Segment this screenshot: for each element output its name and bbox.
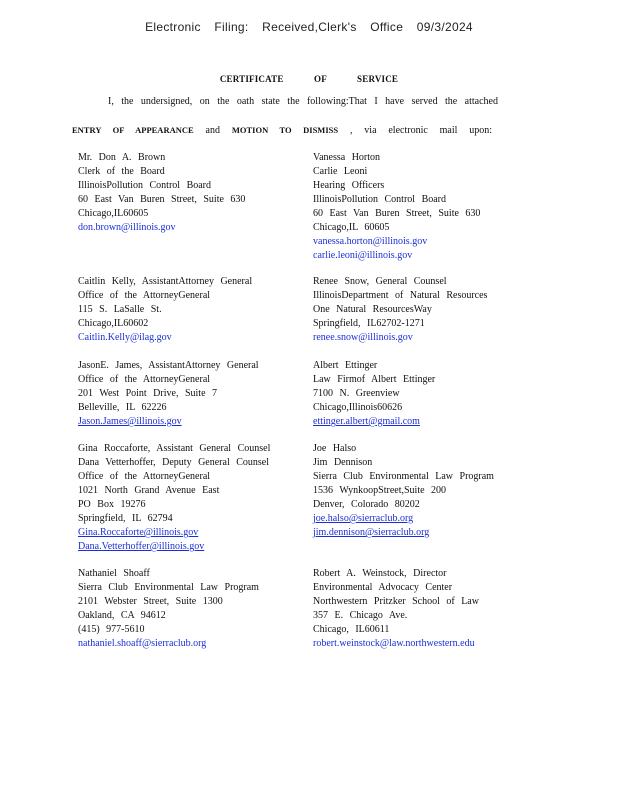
recipient-name: Carlie Leoni xyxy=(313,166,368,177)
recipient-name: Vanessa Horton xyxy=(313,152,381,163)
certificate-title: CERTIFICATE OF SERVICE xyxy=(219,74,399,84)
recipient-city: Chicago,IL60602 xyxy=(78,318,149,329)
recipient-city: Denver, Colorado 80202 xyxy=(313,499,420,510)
recipient-name: JasonE. James, AssistantAttorney General xyxy=(78,360,259,371)
recipient-address: 201 West Point Drive, Suite 7 xyxy=(78,388,218,399)
recipient-email-link[interactable]: robert.weinstock@law.northwestern.edu xyxy=(313,638,475,649)
intro-statement: I, the undersigned, on the oath state the following:That I have served the attached xyxy=(108,96,498,107)
recipient-address: 357 E. Chicago Ave. xyxy=(313,610,408,621)
recipient-phone: (415) 977-5610 xyxy=(78,624,145,635)
entry-of-appearance-label: ENTRY OF APPEARANCE xyxy=(72,125,194,135)
recipient-name: Albert Ettinger xyxy=(313,360,378,371)
recipient-email-link[interactable]: Dana.Vetterhoffer@illinois.gov xyxy=(78,541,205,552)
recipient-address: 7100 N. Greenview xyxy=(313,388,400,399)
recipient-organization: Office of the AttorneyGeneral xyxy=(78,471,211,482)
recipient-address: 2101 Webster Street, Suite 1300 xyxy=(78,596,223,607)
recipient-name: Renee Snow, General Counsel xyxy=(313,276,447,287)
electronic-filing-stamp: Electronic Filing: Received,Clerk's Office 09/3/2024 xyxy=(145,20,473,34)
recipient-po-box: PO Box 19276 xyxy=(78,499,146,510)
recipient-city: Chicago,IL 60605 xyxy=(313,222,390,233)
recipient-organization: Northwestern Pritzker School of Law xyxy=(313,596,479,607)
recipient-name: Mr. Don A. Brown xyxy=(78,152,166,163)
recipient-city: Chicago,Illinois60626 xyxy=(313,402,403,413)
recipient-organization: Sierra Club Environmental Law Program xyxy=(313,471,494,482)
recipient-email-link[interactable]: joe.halso@sierraclub.org xyxy=(313,513,414,524)
recipient-name: Nathaniel Shoaff xyxy=(78,568,150,579)
recipient-address: 115 S. LaSalle St. xyxy=(78,304,162,315)
recipient-email-link[interactable]: ettinger.albert@gmail.com xyxy=(313,416,420,427)
recipient-email-link[interactable]: Jason.James@illinois.gov xyxy=(78,416,182,427)
recipient-city: Oakland, CA 94612 xyxy=(78,610,166,621)
via-email-text: , via electronic mail upon: xyxy=(349,125,493,136)
recipient-city: Springfield, IL 62794 xyxy=(78,513,173,524)
recipient-email-link[interactable]: carlie.leoni@illinois.gov xyxy=(313,250,413,261)
recipient-city: Springfield, IL62702-1271 xyxy=(313,318,425,329)
recipient-block xyxy=(78,567,298,651)
recipient-address: 60 East Van Buren Street, Suite 630 xyxy=(313,208,481,219)
recipient-city: Chicago,IL60605 xyxy=(78,208,149,219)
recipient-email-link[interactable]: Caitlin.Kelly@ilag.gov xyxy=(78,332,172,343)
recipient-block xyxy=(313,275,513,345)
recipient-organization: IllinoisPollution Control Board xyxy=(313,194,447,205)
recipient-email-link[interactable]: vanessa.horton@illinois.gov xyxy=(313,236,428,247)
recipient-email-link[interactable]: renee.snow@illinois.gov xyxy=(313,332,413,343)
recipient-title: Hearing Officers xyxy=(313,180,385,191)
served-documents-line xyxy=(72,124,492,137)
recipient-block xyxy=(313,359,513,429)
recipient-address: 1021 North Grand Avenue East xyxy=(78,485,220,496)
recipient-email-link[interactable]: nathaniel.shoaff@sierraclub.org xyxy=(78,638,207,649)
recipient-block xyxy=(78,151,298,235)
recipient-organization: Office of the AttorneyGeneral xyxy=(78,374,211,385)
and-text: and xyxy=(205,125,220,136)
recipient-organization: Sierra Club Environmental Law Program xyxy=(78,582,259,593)
recipient-email-link[interactable]: Gina.Roccaforte@illinois.gov xyxy=(78,527,199,538)
recipient-organization: IllinoisDepartment of Natural Resources xyxy=(313,290,488,301)
recipient-name: Robert A. Weinstock, Director xyxy=(313,568,447,579)
recipient-organization: Law Firmof Albert Ettinger xyxy=(313,374,436,385)
recipient-name: Jim Dennison xyxy=(313,457,373,468)
recipient-block xyxy=(313,567,513,651)
recipient-address: 1536 WynkoopStreet,Suite 200 xyxy=(313,485,447,496)
recipient-block xyxy=(313,151,513,263)
recipient-block xyxy=(78,442,298,554)
recipient-organization: IllinoisPollution Control Board xyxy=(78,180,212,191)
recipient-city: Chicago, IL60611 xyxy=(313,624,390,635)
recipient-block xyxy=(313,442,513,540)
recipient-email-link[interactable]: jim.dennison@sierraclub.org xyxy=(313,527,430,538)
recipient-block xyxy=(78,359,298,429)
recipient-block xyxy=(78,275,298,345)
recipient-name: Joe Halso xyxy=(313,443,357,454)
recipient-city: Belleville, IL 62226 xyxy=(78,402,167,413)
recipient-name: Dana Vetterhoffer, Deputy General Counsel xyxy=(78,457,270,468)
recipient-address: One Natural ResourcesWay xyxy=(313,304,432,315)
motion-to-dismiss-label: MOTION TO DISMISS xyxy=(231,125,339,135)
recipient-organization: Office of the AttorneyGeneral xyxy=(78,290,211,301)
recipient-title: Clerk of the Board xyxy=(78,166,165,177)
recipient-organization: Environmental Advocacy Center xyxy=(313,582,453,593)
recipient-address: 60 East Van Buren Street, Suite 630 xyxy=(78,194,246,205)
recipient-name: Gina Roccaforte, Assistant General Counsel xyxy=(78,443,271,454)
recipient-email-link[interactable]: don.brown@illinois.gov xyxy=(78,222,176,233)
recipient-name: Caitlin Kelly, AssistantAttorney General xyxy=(78,276,253,287)
